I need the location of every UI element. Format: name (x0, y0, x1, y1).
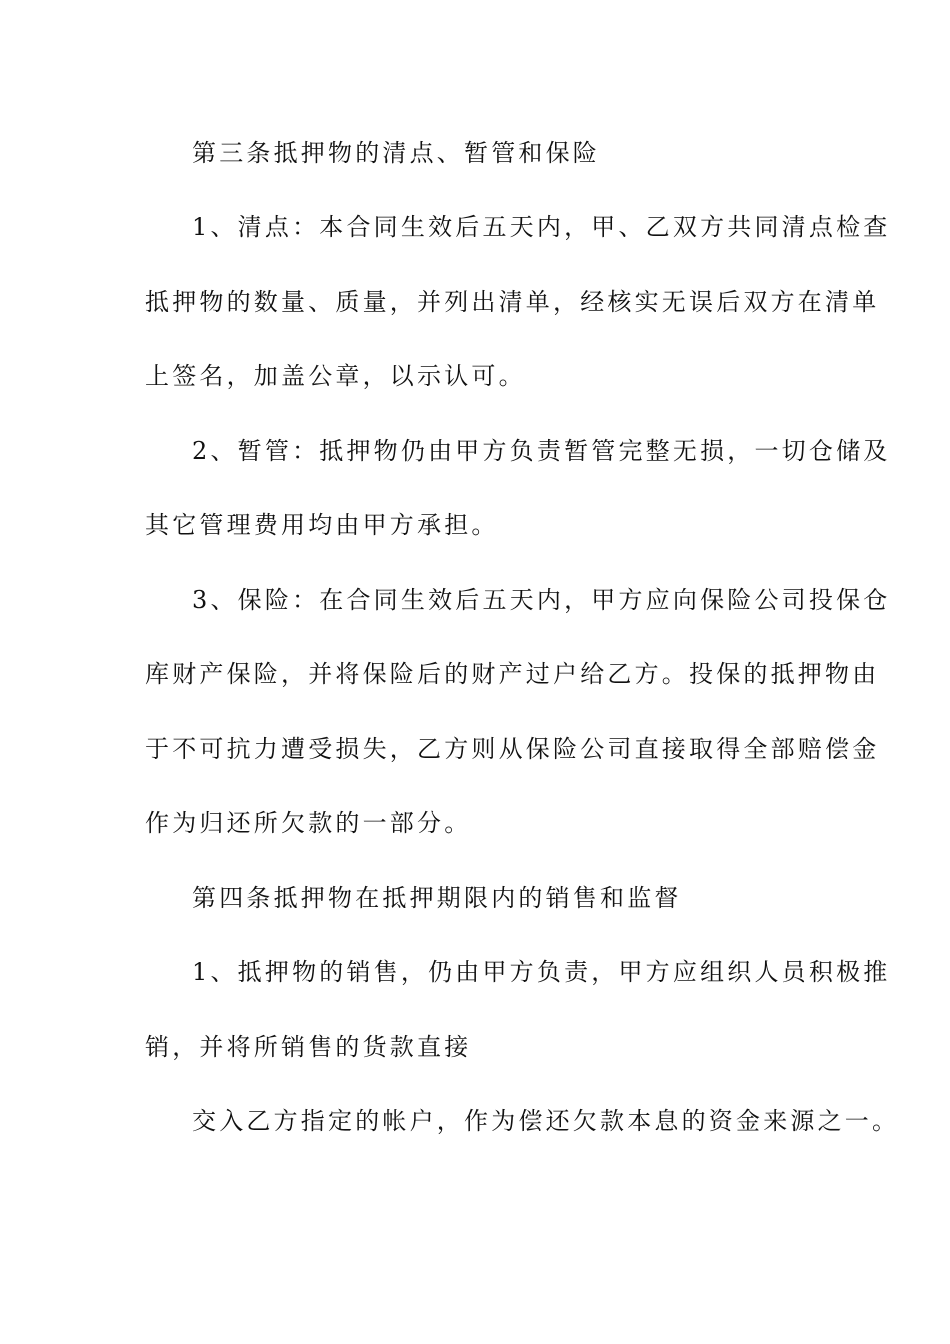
article-4-heading: 第四条抵押物在抵押期限内的销售和监督 (192, 884, 682, 912)
paragraph-line: 1、清点：本合同生效后五天内，甲、乙双方共同清点检查 (192, 213, 891, 241)
paragraph-line: 1、抵押物的销售，仍由甲方负责，甲方应组织人员积极推 (192, 958, 891, 986)
paragraph-line: 库财产保险，并将保险后的财产过户给乙方。投保的抵押物由 (145, 660, 880, 688)
paragraph-line: 销，并将所销售的货款直接 (145, 1033, 472, 1061)
article-3-heading: 第三条抵押物的清点、暂管和保险 (192, 139, 600, 167)
paragraph-line: 上签名，加盖公章，以示认可。 (145, 362, 526, 390)
paragraph-line: 3、保险：在合同生效后五天内，甲方应向保险公司投保仓 (192, 586, 891, 614)
paragraph-line: 其它管理费用均由甲方承担。 (145, 511, 499, 539)
paragraph-line: 2、暂管：抵押物仍由甲方负责暂管完整无损，一切仓储及 (192, 437, 891, 465)
paragraph-line: 于不可抗力遭受损失，乙方则从保险公司直接取得全部赔偿金 (145, 735, 880, 763)
paragraph-line: 抵押物的数量、质量，并列出清单，经核实无误后双方在清单 (145, 288, 880, 316)
paragraph-line: 作为归还所欠款的一部分。 (145, 809, 472, 837)
paragraph-line: 交入乙方指定的帐户，作为偿还欠款本息的资金来源之一。 (192, 1107, 900, 1135)
